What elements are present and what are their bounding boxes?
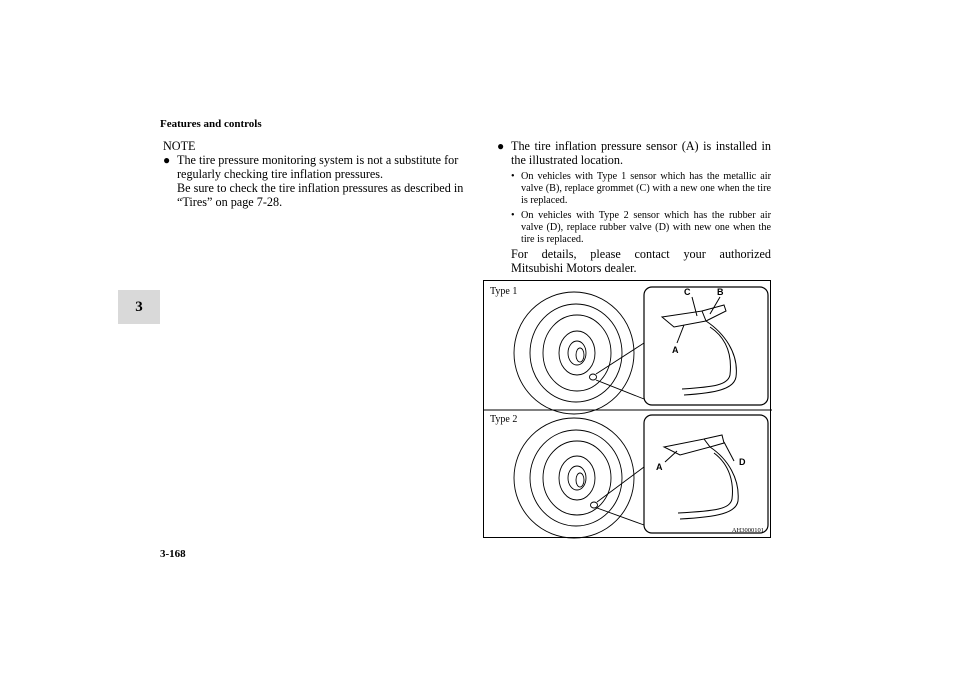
callout-b: B	[717, 287, 724, 297]
callout-d: D	[739, 457, 746, 467]
chapter-number: 3	[135, 299, 143, 315]
list-item-text: On vehicles with Type 1 sensor which has the metallic air valve (B), replace grommet (C) with a new one when the tire is replaced.	[521, 171, 771, 207]
dealer-note: For details, please contact your authorized Mitsubishi Motors dealer.	[511, 247, 771, 275]
figure-code: AH3000101	[731, 527, 764, 534]
sensor-column	[497, 139, 771, 275]
section-header: Features and controls	[160, 118, 262, 130]
type1-label: Type 1	[490, 286, 518, 297]
sensor-text: The tire inflation pressure sensor (A) is installed in the illustrated location.	[511, 139, 771, 167]
note-heading: NOTE	[163, 139, 196, 153]
sensor-sub-list	[511, 171, 771, 246]
chapter-tab	[118, 290, 160, 324]
callout-c: C	[684, 287, 691, 297]
note-text-2: Be sure to check the tire inflation pressures as described in “Tires” on page 7-28.	[177, 181, 464, 209]
callout-a-type1: A	[672, 345, 679, 355]
bullet-dot-icon: ●	[163, 153, 171, 167]
note-column	[163, 139, 466, 209]
page-number: 3-168	[160, 548, 186, 560]
tire-type2-icon	[514, 418, 644, 538]
note-bullet	[163, 153, 466, 209]
type2-label: Type 2	[490, 414, 518, 425]
bullet-dot-icon: ●	[497, 139, 505, 153]
list-item	[511, 210, 771, 247]
sensor-illustration	[483, 280, 771, 538]
note-text: The tire pressure monitoring system is not a substitute for regularly checking tire inflation pressures.	[177, 153, 459, 181]
callout-a-type2: A	[656, 462, 663, 472]
tire-sensor-diagram	[484, 281, 772, 539]
bullet-mark-icon: •	[511, 171, 515, 182]
valve-type2-icon	[664, 435, 738, 519]
sensor-bullet	[497, 139, 771, 167]
bullet-mark-icon: •	[511, 209, 515, 221]
list-item	[511, 171, 771, 208]
tire-type1-icon	[514, 292, 644, 414]
list-item-text: On vehicles with Type 2 sensor which has the rubber air valve (D), replace rubber valve (D) with new one when the tire is replaced.	[521, 209, 771, 246]
